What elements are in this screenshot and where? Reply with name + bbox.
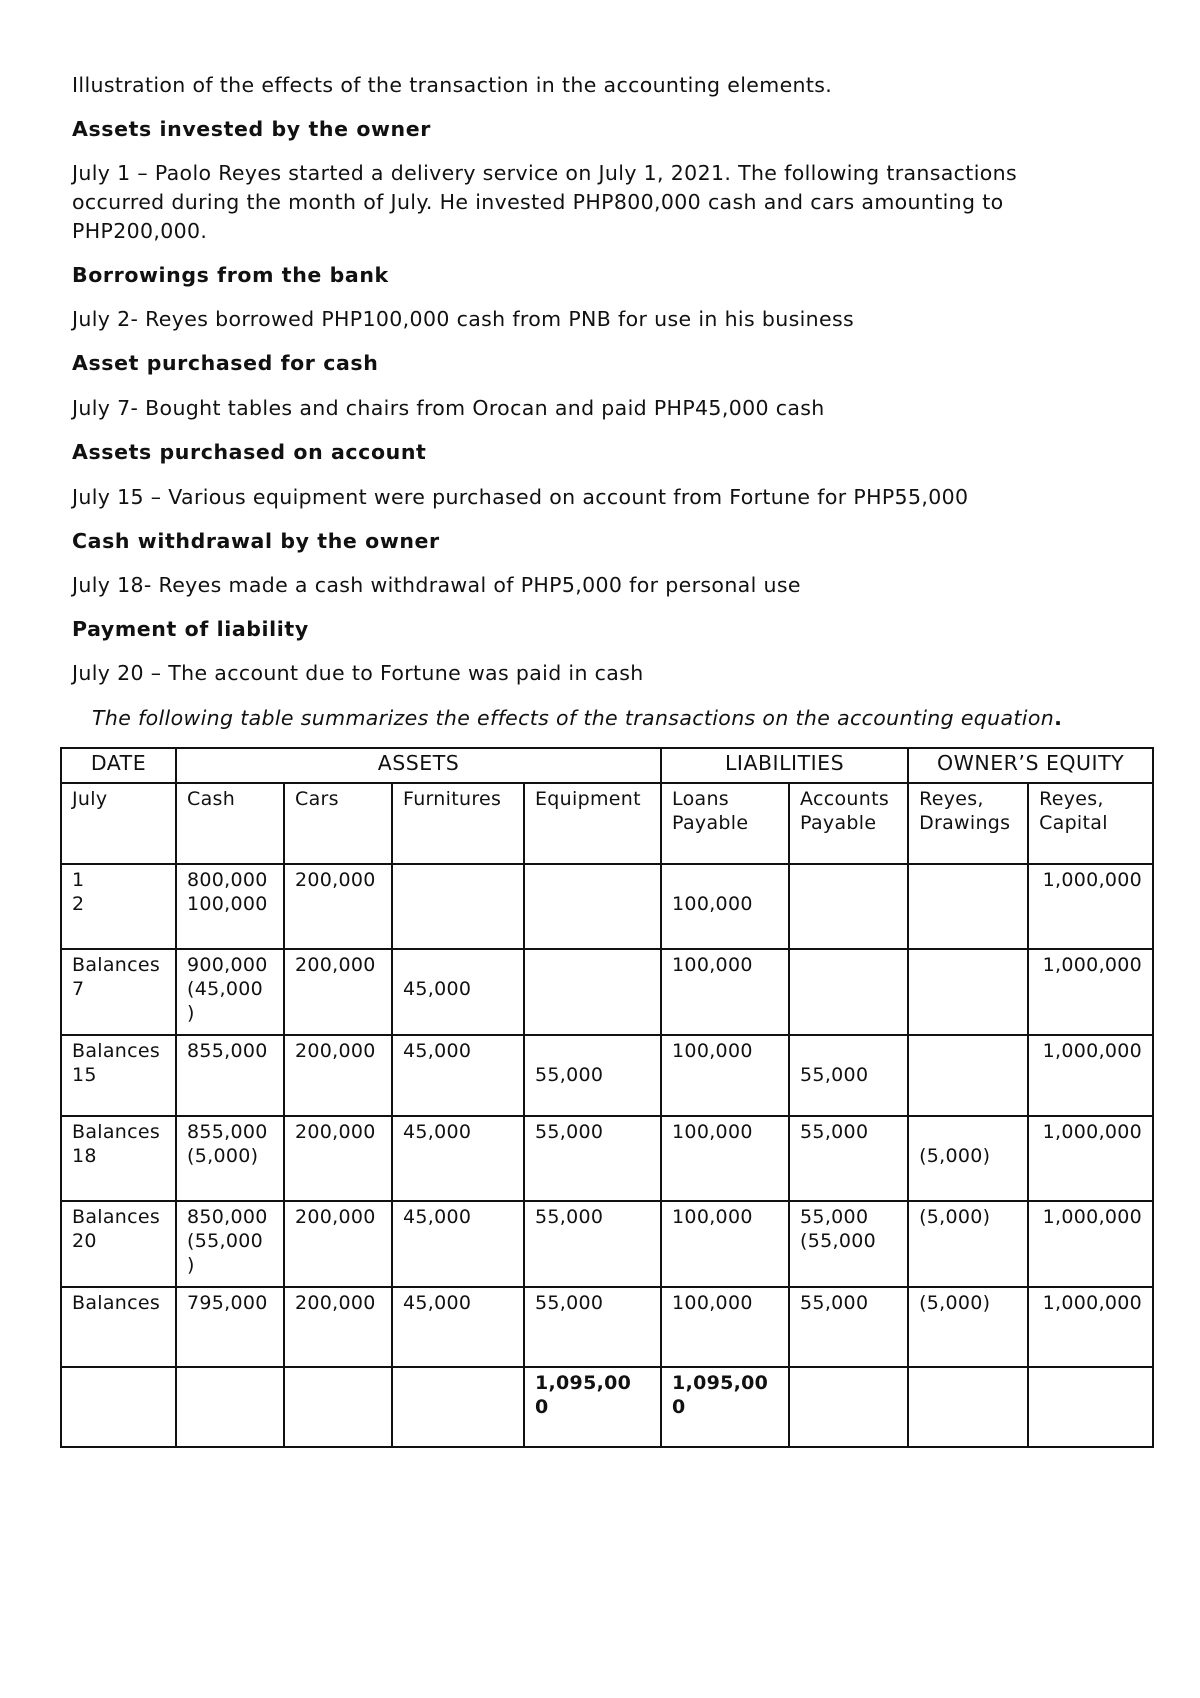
liabilities-header: LIABILITIES xyxy=(661,748,908,783)
drawings-column-header-value: Reyes, xyxy=(919,788,984,810)
capital-value: 1,000,000 xyxy=(1042,1040,1143,1062)
equipment-column-header-value: Equipment xyxy=(535,788,641,810)
cash-value: (5,000) xyxy=(187,1145,259,1167)
date-cell xyxy=(61,1287,176,1367)
loans-value: 100,000 xyxy=(672,893,753,915)
furnitures-column-header-value: Furnitures xyxy=(403,788,502,810)
drawings-column-header xyxy=(908,783,1028,864)
loans-cell xyxy=(661,1367,789,1447)
caption-period: . xyxy=(1054,706,1063,730)
accounts-value xyxy=(800,1039,897,1063)
accounts-value: 55,000 xyxy=(800,1206,869,1228)
loans-cell xyxy=(661,1035,789,1116)
loans-value: 1,095,00 xyxy=(672,1372,769,1394)
date-value: 7 xyxy=(72,978,85,1000)
furnitures-column-header xyxy=(392,783,524,864)
equipment-value: 1,095,00 xyxy=(535,1372,632,1394)
section-text: occurred during the month of July. He invested PHP800,000 cash and cars amounting to xyxy=(72,190,1004,214)
loans-cell xyxy=(661,864,789,949)
capital-cell xyxy=(1028,1201,1153,1287)
group-header-row xyxy=(61,748,1153,783)
cars-cell xyxy=(284,1116,392,1201)
furnitures-cell xyxy=(392,1035,524,1116)
table-row xyxy=(61,1116,1153,1201)
furnitures-cell xyxy=(392,1287,524,1367)
capital-value: 1,000,000 xyxy=(1042,954,1143,976)
loans-value xyxy=(672,868,778,892)
loans-value: 100,000 xyxy=(672,954,753,976)
caption-text: The following table summarizes the effects of the transactions on the accounting equation xyxy=(92,706,1055,730)
capital-cell xyxy=(1028,864,1153,949)
capital-cell xyxy=(1028,949,1153,1035)
accounts-column-header-value: Accounts xyxy=(800,788,890,810)
equipment-cell xyxy=(524,949,661,1035)
capital-value: 1,000,000 xyxy=(1042,1292,1143,1314)
section-heading: Asset purchased for cash xyxy=(72,351,379,375)
date-value: 18 xyxy=(72,1145,97,1167)
date-value: 2 xyxy=(72,893,85,915)
capital-column-header-value: Capital xyxy=(1039,812,1108,834)
cash-cell xyxy=(176,864,284,949)
equipment-value: 55,000 xyxy=(535,1206,604,1228)
cars-value: 200,000 xyxy=(295,1121,376,1143)
drawings-cell xyxy=(908,1367,1028,1447)
equipment-cell xyxy=(524,1367,661,1447)
drawings-cell xyxy=(908,1201,1028,1287)
equipment-value: 55,000 xyxy=(535,1121,604,1143)
furnitures-value: 45,000 xyxy=(403,1292,472,1314)
capital-value: 1,000,000 xyxy=(1042,869,1143,891)
date-value: 20 xyxy=(72,1230,97,1252)
date-value: Balances xyxy=(72,1040,161,1062)
furnitures-cell xyxy=(392,864,524,949)
cash-value: 855,000 xyxy=(187,1040,268,1062)
accounts-value: (55,000 xyxy=(800,1230,877,1252)
section-heading: Borrowings from the bank xyxy=(72,263,389,287)
date-value: 1 xyxy=(72,869,85,891)
cars-cell xyxy=(284,949,392,1035)
section-heading: Assets purchased on account xyxy=(72,440,427,464)
section-heading: Payment of liability xyxy=(72,617,309,641)
accounts-value: 55,000 xyxy=(800,1064,869,1086)
cash-value: ) xyxy=(187,1002,195,1024)
intro-text: Illustration of the effects of the transaction in the accounting elements. xyxy=(72,73,833,97)
drawings-value: (5,000) xyxy=(919,1292,991,1314)
totals-row xyxy=(61,1367,1153,1447)
furnitures-value: 45,000 xyxy=(403,1206,472,1228)
cars-value: 200,000 xyxy=(295,869,376,891)
table-row xyxy=(61,1201,1153,1287)
cash-value: 855,000 xyxy=(187,1121,268,1143)
table-row xyxy=(61,1287,1153,1367)
cars-column-header-value: Cars xyxy=(295,788,339,810)
section-text: PHP200,000. xyxy=(72,219,208,243)
cash-cell xyxy=(176,1116,284,1201)
date-cell xyxy=(61,1035,176,1116)
loans-cell xyxy=(661,1287,789,1367)
cash-value: 100,000 xyxy=(187,893,268,915)
cars-cell xyxy=(284,1201,392,1287)
accounts-cell xyxy=(789,1367,908,1447)
cars-cell xyxy=(284,864,392,949)
cars-value: 200,000 xyxy=(295,954,376,976)
loans-cell xyxy=(661,949,789,1035)
cash-cell xyxy=(176,1367,284,1447)
section-heading: Cash withdrawal by the owner xyxy=(72,529,440,553)
accounts-cell xyxy=(789,1035,908,1116)
date-column-header-value: July xyxy=(72,788,108,810)
cash-cell xyxy=(176,949,284,1035)
cash-value: 850,000 xyxy=(187,1206,268,1228)
drawings-value xyxy=(919,1120,1017,1144)
equipment-value: 55,000 xyxy=(535,1064,604,1086)
cars-cell xyxy=(284,1367,392,1447)
loans-column-header xyxy=(661,783,789,864)
date-cell xyxy=(61,1201,176,1287)
loans-column-header-value: Loans xyxy=(672,788,730,810)
cash-value: (55,000 xyxy=(187,1230,263,1252)
drawings-cell xyxy=(908,1116,1028,1201)
equipment-value: 0 xyxy=(535,1396,549,1418)
section-text: July 1 – Paolo Reyes started a delivery service on July 1, 2021. The following transactions xyxy=(72,161,1018,185)
equipment-cell xyxy=(524,1116,661,1201)
furnitures-value xyxy=(403,953,513,977)
table-row xyxy=(61,864,1153,949)
furnitures-value: 45,000 xyxy=(403,978,472,1000)
date-value: Balances xyxy=(72,1121,161,1143)
furnitures-cell xyxy=(392,949,524,1035)
column-header-row xyxy=(61,783,1153,864)
owners-equity-header: OWNER’S EQUITY xyxy=(908,748,1153,783)
capital-column-header-value: Reyes, xyxy=(1039,788,1104,810)
cars-value: 200,000 xyxy=(295,1292,376,1314)
equipment-column-header xyxy=(524,783,661,864)
loans-cell xyxy=(661,1201,789,1287)
cash-value: 900,000 xyxy=(187,954,268,976)
section-text: July 2- Reyes borrowed PHP100,000 cash from PNB for use in his business xyxy=(72,307,855,331)
table-row xyxy=(61,1035,1153,1116)
date-cell xyxy=(61,949,176,1035)
drawings-value: (5,000) xyxy=(919,1145,991,1167)
date-value: Balances xyxy=(72,954,161,976)
drawings-cell xyxy=(908,864,1028,949)
cars-value: 200,000 xyxy=(295,1206,376,1228)
equipment-value: 55,000 xyxy=(535,1292,604,1314)
cash-cell xyxy=(176,1201,284,1287)
accounts-cell xyxy=(789,1287,908,1367)
accounts-column-header-value: Payable xyxy=(800,812,877,834)
drawings-value: (5,000) xyxy=(919,1206,991,1228)
loans-value: 100,000 xyxy=(672,1206,753,1228)
accounts-cell xyxy=(789,864,908,949)
date-cell xyxy=(61,1367,176,1447)
furnitures-value: 45,000 xyxy=(403,1040,472,1062)
cars-cell xyxy=(284,1287,392,1367)
capital-cell xyxy=(1028,1367,1153,1447)
drawings-column-header-value: Drawings xyxy=(919,812,1011,834)
capital-cell xyxy=(1028,1035,1153,1116)
drawings-cell xyxy=(908,1287,1028,1367)
cash-column-header-value: Cash xyxy=(187,788,236,810)
accounts-value: 55,000 xyxy=(800,1121,869,1143)
capital-column-header xyxy=(1028,783,1153,864)
table-caption xyxy=(92,704,1172,732)
assets-header: ASSETS xyxy=(176,748,661,783)
drawings-cell xyxy=(908,949,1028,1035)
equipment-cell xyxy=(524,1201,661,1287)
cash-value: 800,000 xyxy=(187,869,268,891)
loans-cell xyxy=(661,1116,789,1201)
section-text: July 18- Reyes made a cash withdrawal of PHP5,000 for personal use xyxy=(72,573,801,597)
cash-value: 795,000 xyxy=(187,1292,268,1314)
capital-value: 1,000,000 xyxy=(1042,1206,1143,1228)
table-row xyxy=(61,949,1153,1035)
accounts-cell xyxy=(789,1201,908,1287)
cash-cell xyxy=(176,1035,284,1116)
cash-value: ) xyxy=(187,1254,195,1276)
date-header: DATE xyxy=(61,748,176,783)
loans-value: 0 xyxy=(672,1396,686,1418)
date-value: Balances xyxy=(72,1292,161,1314)
capital-cell xyxy=(1028,1116,1153,1201)
accounts-cell xyxy=(789,949,908,1035)
loans-value: 100,000 xyxy=(672,1040,753,1062)
date-value: 15 xyxy=(72,1064,97,1086)
section-heading: Assets invested by the owner xyxy=(72,117,431,141)
cars-value: 200,000 xyxy=(295,1040,376,1062)
date-column-header xyxy=(61,783,176,864)
cash-cell xyxy=(176,1287,284,1367)
capital-value: 1,000,000 xyxy=(1042,1121,1143,1143)
furnitures-cell xyxy=(392,1367,524,1447)
section-text: July 15 – Various equipment were purchased on account from Fortune for PHP55,000 xyxy=(72,485,969,509)
loans-column-header-value: Payable xyxy=(672,812,749,834)
cars-column-header xyxy=(284,783,392,864)
equipment-value xyxy=(535,1039,650,1063)
drawings-cell xyxy=(908,1035,1028,1116)
date-cell xyxy=(61,1116,176,1201)
cars-cell xyxy=(284,1035,392,1116)
equipment-cell xyxy=(524,864,661,949)
furnitures-value: 45,000 xyxy=(403,1121,472,1143)
cash-column-header xyxy=(176,783,284,864)
date-value: Balances xyxy=(72,1206,161,1228)
section-text: July 7- Bought tables and chairs from Orocan and paid PHP45,000 cash xyxy=(72,396,825,420)
equipment-cell xyxy=(524,1287,661,1367)
equipment-cell xyxy=(524,1035,661,1116)
accounts-column-header xyxy=(789,783,908,864)
accounting-equation-table xyxy=(60,747,1154,1448)
loans-value: 100,000 xyxy=(672,1121,753,1143)
cash-value: (45,000 xyxy=(187,978,263,1000)
accounts-value: 55,000 xyxy=(800,1292,869,1314)
furnitures-cell xyxy=(392,1116,524,1201)
accounts-cell xyxy=(789,1116,908,1201)
section-text: July 20 – The account due to Fortune was paid in cash xyxy=(72,661,644,685)
date-cell xyxy=(61,864,176,949)
furnitures-cell xyxy=(392,1201,524,1287)
loans-value: 100,000 xyxy=(672,1292,753,1314)
capital-cell xyxy=(1028,1287,1153,1367)
